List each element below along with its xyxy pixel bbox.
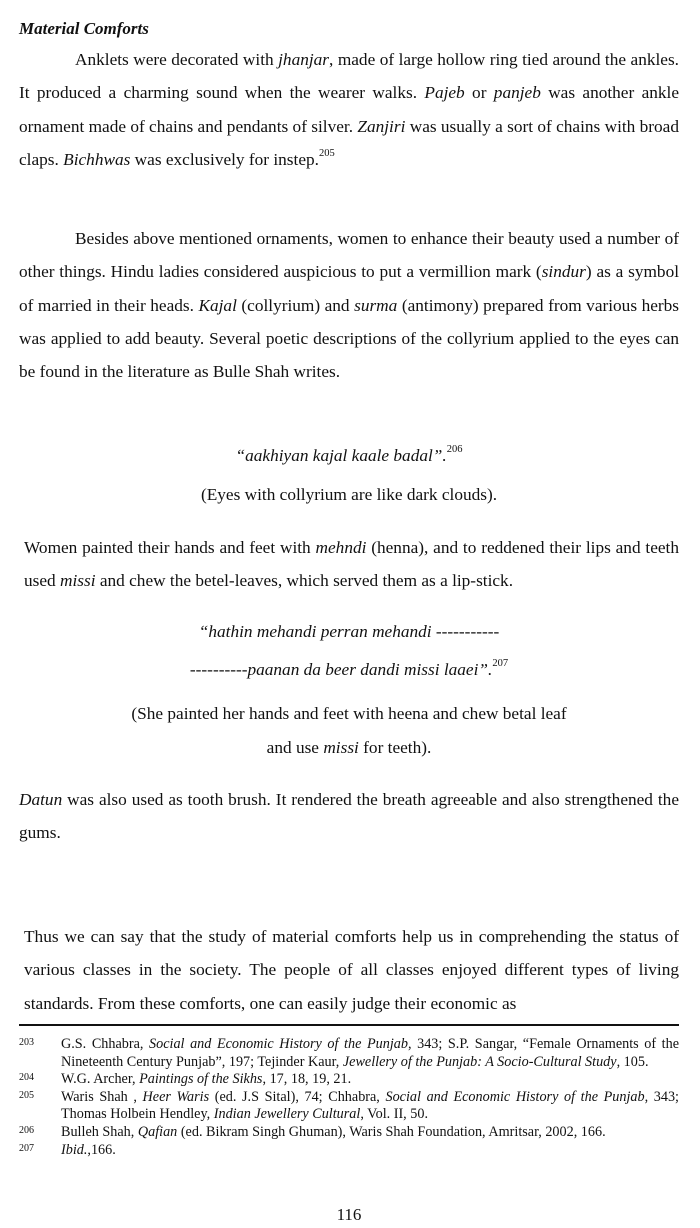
verse-translation-2-line-2: and use missi for teeth). (266, 738, 432, 757)
verse-quote-2-line-1: “hathin mehandi perran mehandi ----------- (198, 622, 500, 641)
footnote-ref-205[interactable]: 205 (318, 147, 335, 159)
verse-translation-1: (Eyes with collyrium are like dark clouds). (200, 485, 498, 504)
section-heading: Material Comforts (19, 19, 149, 38)
footnotes (19, 1036, 679, 1159)
footnote-206: 206 Bulleh Shah, Qafian (ed. Bikram Singh Ghuman), Waris Shah Foundation, Amritsar, 2002, 166. (19, 1123, 606, 1140)
footnote-ref-206[interactable]: 206 (446, 444, 463, 455)
footnote-205: 205 Waris Shah , Heer Waris (ed. J.S Sital), 74; Chhabra, Social and Economic History of the Punjab, 343; Thomas Holbein Hendley, Indian Jewellery Cultural, Vol. II, 50. (19, 1088, 679, 1123)
verse-quote-1: “aakhiyan kajal kaale badal”.$^{206}$ (235, 444, 463, 465)
paragraph-beauty: Besides above mentioned ornaments, women to enhance their beauty used a number of other things. Hindu ladies considered auspicious to put a vermillion mark (sindur) as a symbol of married in their heads. Kajal (collyrium) and surma (antimony) prepared from various herbs was applied to add beauty. Several poetic descriptions of the collyrium applied to the eyes can be found in the literature as Bulle Shah writes. (19, 229, 680, 382)
footnote-ref-207[interactable]: 207 (492, 658, 509, 669)
paragraph-mehndi: Women painted their hands and feet with mehndi (henna), and to reddened their lips and teeth used missi and chew the betel-leaves, which served them as a lip-stick. (24, 538, 679, 591)
paragraph-conclusion: Thus we can say that the study of material comforts help us in comprehending the status of various classes in the society. The people of all classes enjoyed different types of living standards. From these comforts, one can easily judge their economic as (24, 927, 679, 1013)
verse-translation-2-line-1: (She painted her hands and feet with heena and chew betal leaf (131, 704, 567, 723)
footnote-separator (19, 1024, 679, 1026)
page-number: 116 (336, 1205, 362, 1224)
footnote-204: 204 W.G. Archer, Paintings of the Sikhs, 17, 18, 19, 21. (19, 1071, 352, 1088)
paragraph-anklets: Anklets were decorated with jhanjar, made of large hollow ring tied around the ankles. It produced a charming sound when the wearer walks. Pajeb or panjeb was another ankle ornament made of chains and pendants of silver. Zanjiri was usually a sort of chains with broad claps. Bichhwas was exclusively for instep.$^{205}$ (19, 50, 680, 169)
footnote-203: 203 G.S. Chhabra, Social and Economic History of the Punjab, 343; S.P. Sangar, “Female Ornaments of the Nineteenth Century Punjab”, 197; Tejinder Kaur, Jewellery of the Punjab: A Socio-Cultural Study, 105. (19, 1036, 680, 1070)
footnote-207: 207 Ibid.,166. (19, 1141, 116, 1158)
paragraph-datun: Datun was also used as tooth brush. It rendered the breath agreeable and also strengthened the gums. (19, 790, 679, 843)
verse-quote-2-line-2: ----------paanan da beer dandi missi laaei”.$^{207}$ (189, 658, 509, 679)
